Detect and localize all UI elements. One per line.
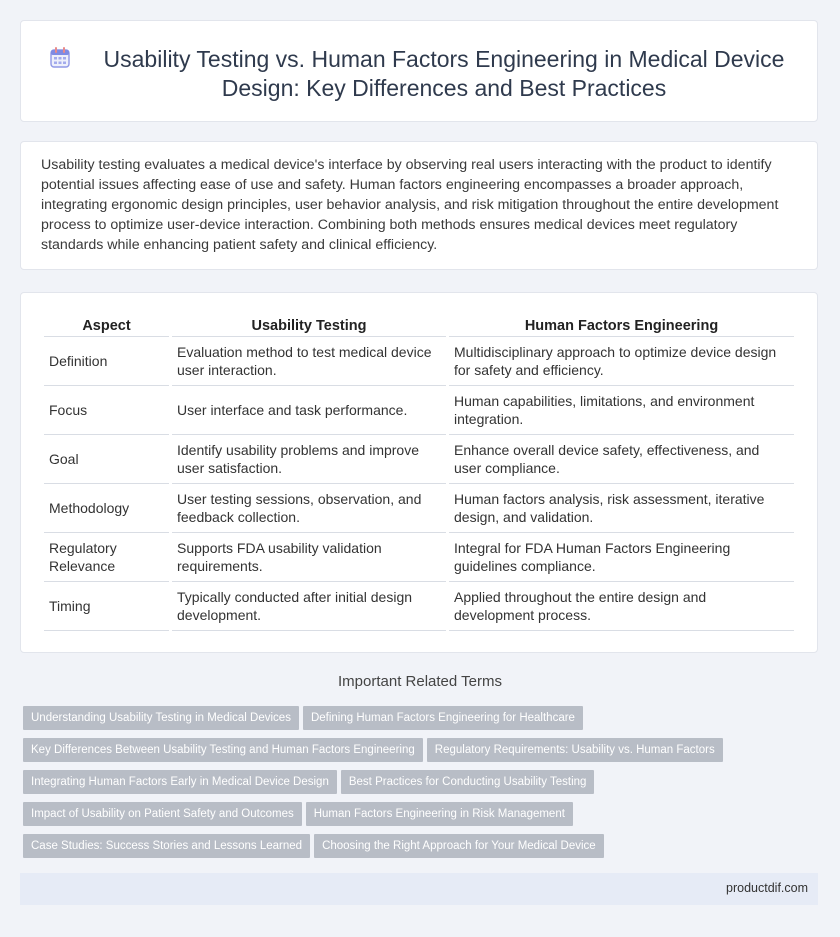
column-header-usability-testing: Usability Testing [172,316,446,337]
column-header-aspect: Aspect [44,316,169,337]
comparison-card [20,292,818,653]
usability-cell: Identify usability problems and improve user satisfaction. [172,435,446,484]
related-term-tag[interactable]: Choosing the Right Approach for Your Medical Device [314,834,604,858]
table-row [44,386,794,435]
related-term-tag[interactable]: Human Factors Engineering in Risk Management [306,802,573,826]
usability-cell: Typically conducted after initial design development. [172,582,446,631]
related-terms-list [23,706,813,866]
related-term-tag[interactable]: Defining Human Factors Engineering for Healthcare [303,706,583,730]
footer [20,873,818,905]
human-factors-cell: Applied throughout the entire design and development process. [449,582,794,631]
human-factors-cell: Human factors analysis, risk assessment, iterative design, and validation. [449,484,794,533]
related-terms-heading: Important Related Terms [338,673,502,690]
title-card [20,20,818,122]
column-header-human-factors: Human Factors Engineering [449,316,794,337]
aspect-cell: Timing [44,582,169,631]
table-header-row [44,316,794,337]
usability-cell: Evaluation method to test medical device user interaction. [172,337,446,386]
related-term-tag[interactable]: Understanding Usability Testing in Medical Devices [23,706,299,730]
comparison-table [41,316,797,631]
aspect-cell: Definition [44,337,169,386]
footer-site-link[interactable]: productdif.com [726,881,808,895]
related-term-tag[interactable]: Key Differences Between Usability Testing and Human Factors Engineering [23,738,423,762]
table-row [44,533,794,582]
aspect-cell: Goal [44,435,169,484]
table-row [44,435,794,484]
aspect-cell: Focus [44,386,169,435]
intro-card [20,141,818,270]
calendar-icon [49,47,71,69]
aspect-cell: Methodology [44,484,169,533]
human-factors-cell: Multidisciplinary approach to optimize device design for safety and efficiency. [449,337,794,386]
table-row [44,582,794,631]
human-factors-cell: Enhance overall device safety, effectiveness, and user compliance. [449,435,794,484]
table-row [44,337,794,386]
related-term-tag[interactable]: Regulatory Requirements: Usability vs. Human Factors [427,738,723,762]
human-factors-cell: Integral for FDA Human Factors Engineering guidelines compliance. [449,533,794,582]
human-factors-cell: Human capabilities, limitations, and environment integration. [449,386,794,435]
related-term-tag[interactable]: Best Practices for Conducting Usability Testing [341,770,595,794]
intro-paragraph: Usability testing evaluates a medical device's interface by observing real users interacting with the product to identify potential issues affecting ease of use and safety. Human factors engineering encompasses a broader approach, integrating ergonomic design principles, user behavior analysis, and risk mitigation throughout the entire development process to optimize user-device interaction. Combining both methods ensures medical devices meet regulatory standards while enhancing patient safety and clinical efficiency. [41,157,779,253]
related-term-tag[interactable]: Case Studies: Success Stories and Lessons Learned [23,834,310,858]
usability-cell: User interface and task performance. [172,386,446,435]
usability-cell: Supports FDA usability validation requirements. [172,533,446,582]
related-term-tag[interactable]: Impact of Usability on Patient Safety and Outcomes [23,802,302,826]
page-title: Usability Testing vs. Human Factors Engineering in Medical Device Design: Key Differences and Best Practices [103,46,785,101]
table-row [44,484,794,533]
usability-cell: User testing sessions, observation, and feedback collection. [172,484,446,533]
aspect-cell: Regulatory Relevance [44,533,169,582]
related-term-tag[interactable]: Integrating Human Factors Early in Medical Device Design [23,770,337,794]
